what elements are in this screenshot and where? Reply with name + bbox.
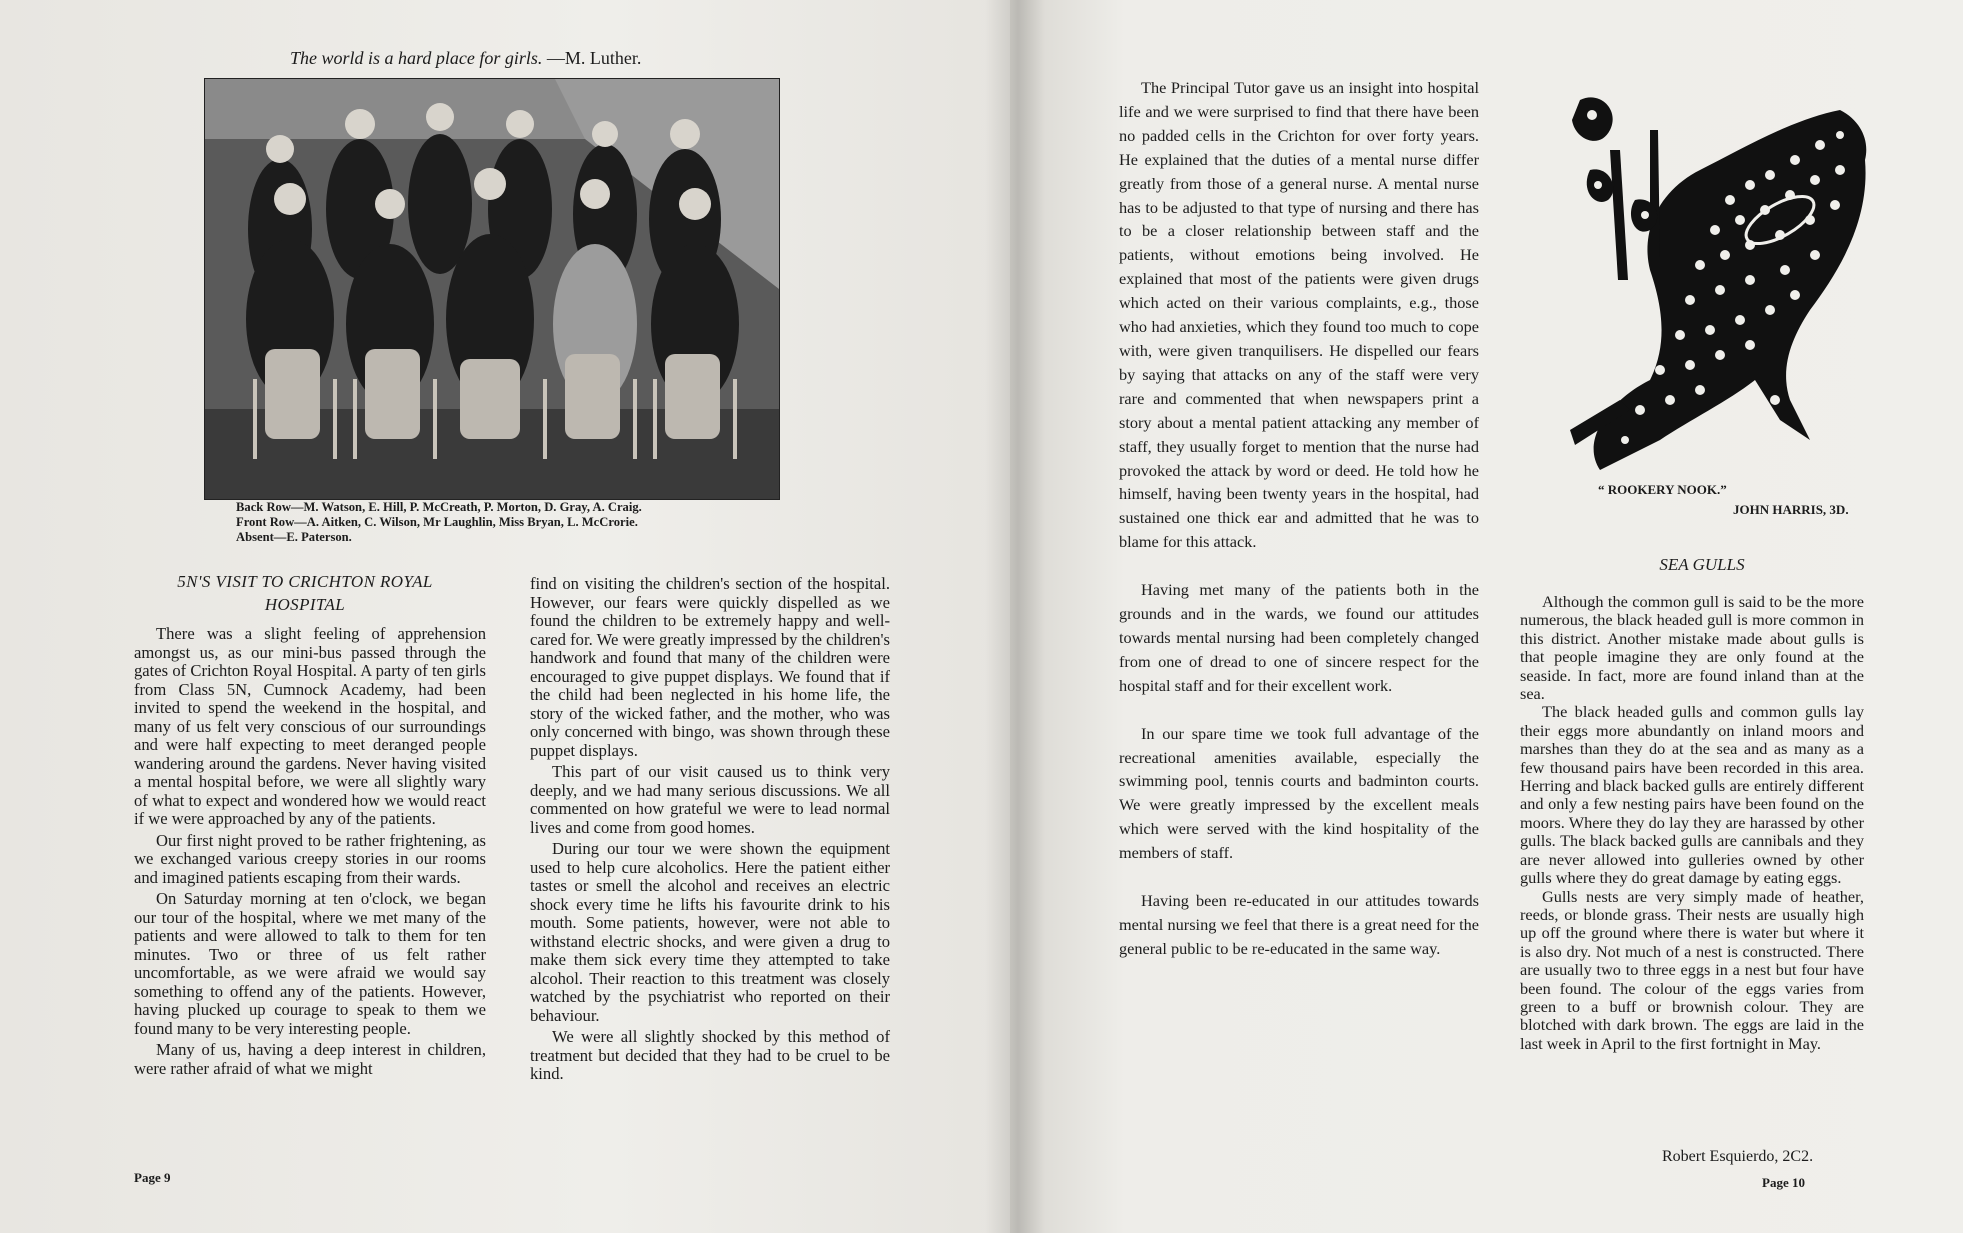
page-number-right: Page 10 xyxy=(1762,1175,1805,1190)
article-column-1 xyxy=(134,625,486,1078)
paragraph: In our spare time we took full advantage of the recreational amenities available, especially the swimming pool, tennis courts and badminton courts. We were greatly impressed by the excellent meals which were served with the kind hospitality of the members of staff. xyxy=(1119,723,1479,863)
paragraph: Having met many of the patients both in the grounds and in the wards, we found our attitudes towards mental nursing had been completely changed from one of dread to one of sincere respect for the hospital staff and for their excellent work. xyxy=(1119,580,1479,695)
paragraph: The Principal Tutor gave us an insight into hospital life and we were surprised to find that there have been no padded cells in the Crichton for over forty years. He explained that the duties of a mental nurse differ greatly from those of a general nurse. A mental nurse has to be adjusted to that type of nursing and there has to be a closer relationship between staff and the patients, without emotions being involved. He explained that most of the patients were given drugs which acted on their various complaints, e.g., those who had anxieties, which they found too much to cope with, were given tranquilisers. He dispelled our fears by saying that attacks on any of the staff were very rare and commented that when newspapers print a story about a mental patient attacking any member of staff, they usually forget to mention that the nurse had provoked the attack by word or deed. He told how he himself, having been twenty years in the hospital, had sustained one thick ear and admitted that he was to blame for this attack. xyxy=(1119,78,1479,552)
caption-front-row: Front Row—A. Aitken, C. Wilson, Mr Laughlin, Miss Bryan, L. McCrorie. xyxy=(236,515,638,529)
book-gutter xyxy=(985,0,1045,1233)
paragraph: Although the common gull is said to be the more numerous, the black headed gull is more common in this district. Another mistake made about gulls is that people imagine they are only found at the seaside. In fact, more are found inland than at the sea. xyxy=(1520,592,1864,704)
paragraph: During our tour we were shown the equipment used to help cure alcoholics. Here the patient either tastes or smell the alcohol and receives an electric shock every time he lifts his favourite drink to his mouth. Some patients, however, were not able to withstand electric shocks, and were given a drug to make them sick every time they attempted to take alcohol. Their reaction to this treatment was closely watched by the psychiatrist who reported on their behaviour. xyxy=(530,839,890,1025)
article-column-2 xyxy=(530,575,890,1084)
artwork-title: “ ROOKERY NOOK.” xyxy=(1598,482,1727,497)
caption-absent: Absent—E. Paterson. xyxy=(236,530,352,544)
paragraph: This part of our visit caused us to think very deeply, and we had many serious discussions. We all commented on how grateful we were to lead normal lives and come from good homes. xyxy=(530,762,890,837)
epigraph-quote: The world is a hard place for girls. —M. Luther. xyxy=(290,48,642,68)
paragraph: Gulls nests are very simply made of heather, reeds, or blonde grass. Their nests are usually high up off the ground where there is water but where it is also dry. Not much of a nest is constructed. There are usually two to three eggs in a nest but four have been found. The colour of the eggs varies from green to a buff or brownish colour. They are blotched with dark brown. The eggs are laid in the last week in April to the first fortnight in May. xyxy=(1520,886,1864,1053)
caption-back-row: Back Row—M. Watson, E. Hill, P. McCreath, P. Morton, D. Gray, A. Craig. xyxy=(236,500,642,514)
right-page xyxy=(1010,0,1963,1233)
quote-author: —M. Luther. xyxy=(546,48,642,68)
paragraph: We were all slightly shocked by this method of treatment but decided that they had to be cruel to be kind. xyxy=(530,1027,890,1083)
article-continuation-column xyxy=(1119,76,1479,961)
sea-gulls-column xyxy=(1520,593,1864,1053)
page-number-left: Page 9 xyxy=(134,1170,171,1185)
paragraph: find on visiting the children's section of the hospital. However, our fears were quickly dispelled as we found the children to be extremely happy and well-cared for. We were greatly impressed by the children's handwork and found that many of the children were encouraged to give puppet displays. We found that if the child had been neglected in his home life, the story of the wicked father, and the mother, who was only concerned with bingo, was shown through these puppet displays. xyxy=(530,574,890,760)
paragraph: The black headed gulls and common gulls lay their eggs more abundantly on inland moors and marshes than they do at the sea and as many as a few thousand pairs have been recorded in this area. Herring and black backed gulls are entirely different and only a few nesting pairs have been found on the moors. Where they do lay they are harassed by other gulls. The black backed gulls are cannibals and they are never allowed into gulleries owned by other gulls where they do great damage by eating eggs. xyxy=(1520,702,1864,888)
rook-linocut-illustration-icon xyxy=(1540,80,1880,480)
paragraph: On Saturday morning at ten o'clock, we began our tour of the hospital, where we met many of the patients and were allowed to talk to them for ten minutes. Two or three of us felt rather uncomfortable, as we were afraid we would say something to offend any of the patients. However, having plucked up courage to speak to them we found many to be very interesting people. xyxy=(134,889,486,1038)
paragraph: Having been re-educated in our attitudes towards mental nursing we feel that there is a great need for the general public to be re-educated in the same way. xyxy=(1119,891,1479,958)
group-photograph-icon xyxy=(204,78,780,500)
artwork-artist: JOHN HARRIS, 3D. xyxy=(1733,502,1849,517)
article-heading-sea-gulls: SEA GULLS xyxy=(1659,555,1745,574)
paragraph: Our first night proved to be rather frightening, as we exchanged various creepy stories in our rooms and imagined patients escaping from their wards. xyxy=(134,830,486,887)
photo-caption xyxy=(236,500,796,545)
paragraph: There was a slight feeling of apprehension amongst us, as our mini-bus passed through the gates of Crichton Royal Hospital. A party of ten girls from Class 5N, Cumnock Academy, had been invited to spend the weekend in the hospital, and many of us felt very conscious of our surroundings and were half expecting to meet deranged people wandering around the gardens. Never having visited a mental hospital before, we were all slightly wary of what to expect and wondered how we would react if we were approached by any of the patients. xyxy=(134,624,486,828)
article-heading-crichton: 5N'S VISIT TO CRICHTON ROYAL HOSPITAL xyxy=(177,572,433,614)
paragraph: Many of us, having a deep interest in children, were rather afraid of what we might xyxy=(134,1040,486,1078)
author-signature: Robert Esquierdo, 2C2. xyxy=(1662,1148,1814,1165)
